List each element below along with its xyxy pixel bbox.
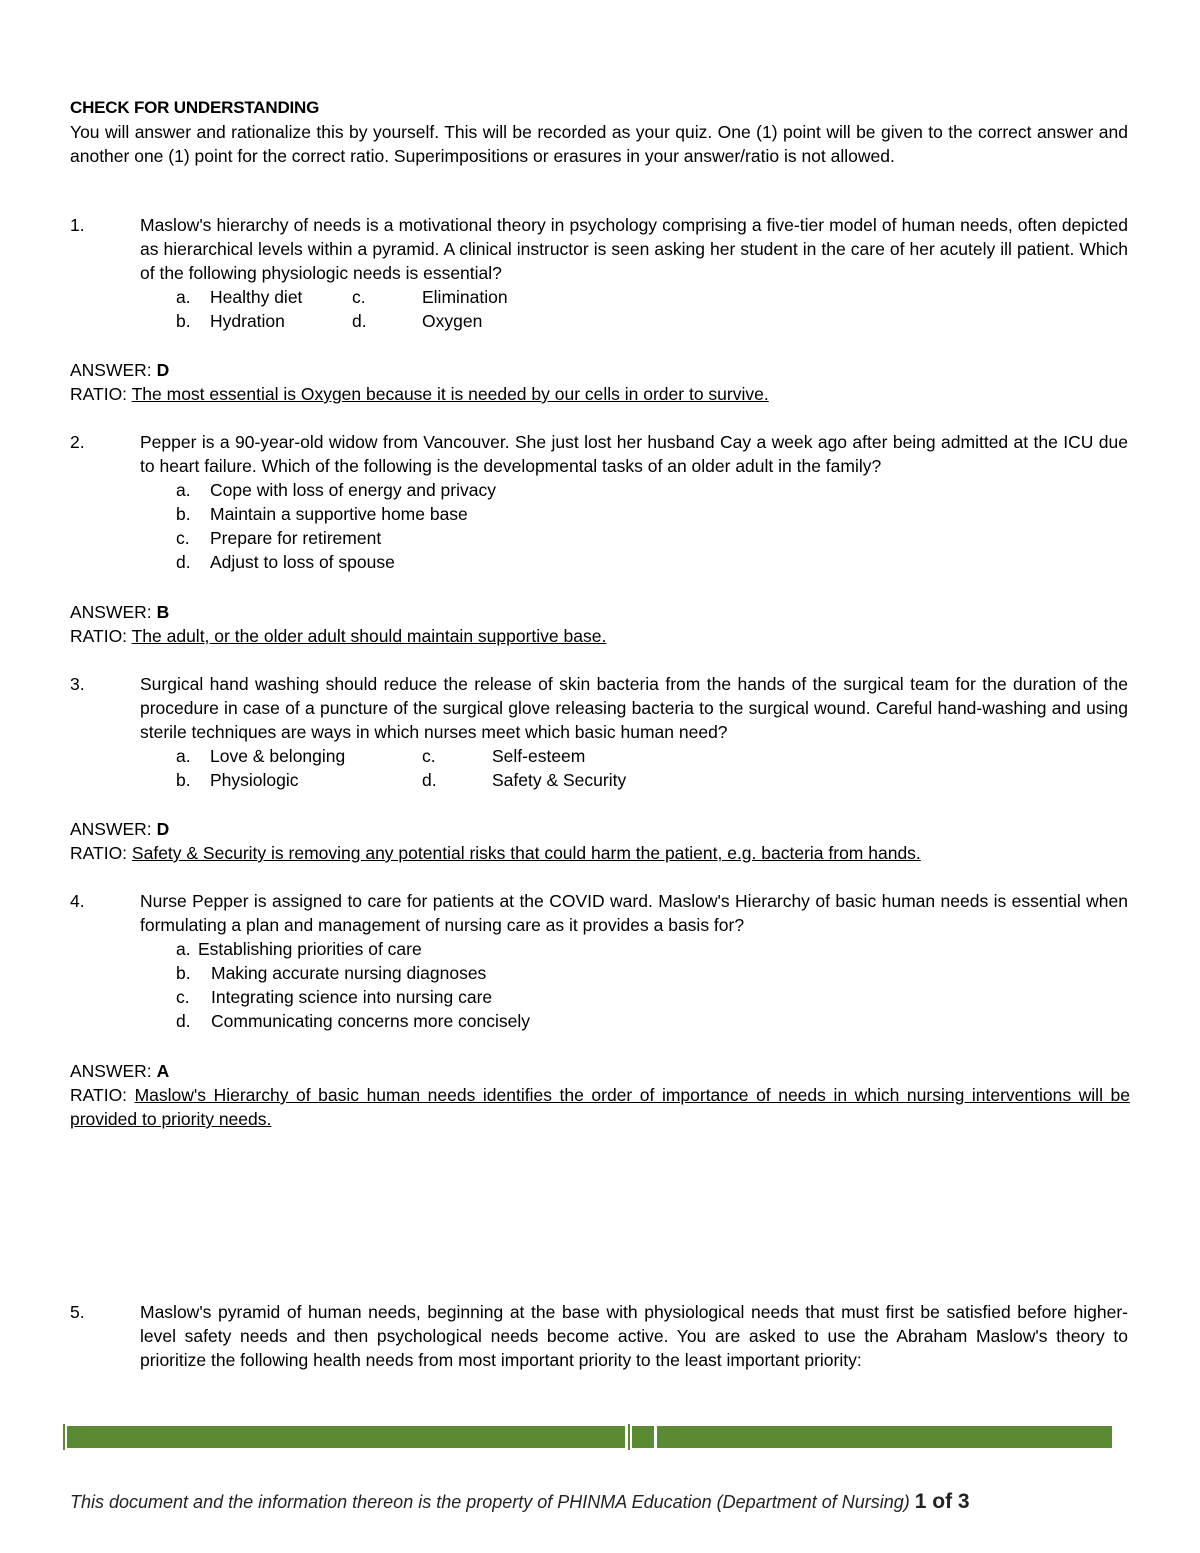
- section-heading: CHECK FOR UNDERSTANDING: [70, 98, 320, 117]
- options-list: [176, 937, 1128, 1033]
- option-text: Adjust to loss of spouse: [210, 552, 395, 572]
- answer-block-3: [70, 817, 1130, 865]
- footer-property-notice: This document and the information thereon is the property of PHINMA Education (Department of Nursing): [70, 1492, 910, 1512]
- intro-instructions: You will answer and rationalize this by yourself. This will be recorded as your quiz. One (1) point will be given to the correct answer and another one (1) point for the correct ratio. Superimpositions or erasures in your answer/ratio is not allowed.: [70, 122, 1128, 166]
- question-number: 1.: [70, 215, 85, 235]
- option-letter: b.: [176, 504, 191, 524]
- option-text: Maintain a supportive home base: [210, 504, 468, 524]
- answer-value: D: [156, 360, 170, 380]
- option-text: Safety & Security: [492, 770, 627, 790]
- option-row: [176, 478, 1128, 502]
- option-text: Establishing priorities of care: [198, 939, 422, 959]
- question-number: 5.: [70, 1302, 85, 1322]
- option-letter: a.: [176, 746, 191, 766]
- answer-value: A: [156, 1061, 170, 1081]
- question-stem: Surgical hand washing should reduce the release of skin bacteria from the hands of the surgical team for the duration of the procedure in case of a puncture of the surgical glove releasing bacteria to the surgical wound. Careful hand-washing and using sterile techniques are ways in which nurses meet which basic human need?: [140, 674, 1128, 742]
- answer-label: ANSWER:: [70, 360, 152, 380]
- ratio-text: The adult, or the older adult should maintain supportive base.: [131, 626, 607, 646]
- options-list: [176, 285, 1128, 333]
- question-number: 2.: [70, 432, 85, 452]
- answer-label: ANSWER:: [70, 602, 152, 622]
- ratio-line: [70, 1083, 1130, 1131]
- ratio-line: [70, 624, 1130, 648]
- question-number: 3.: [70, 674, 85, 694]
- question-4: [70, 889, 1128, 1033]
- option-letter: a.: [176, 287, 191, 307]
- question-stem: Maslow's pyramid of human needs, beginning at the base with physiological needs that must first be satisfied before higher-level safety needs and then psychological needs become active. You are asked to use the Abraham Maslow's theory to prioritize the following health needs from most important priority to the least important priority:: [140, 1302, 1128, 1370]
- option-letter: c.: [352, 287, 366, 307]
- option-row: [176, 937, 1128, 961]
- answer-line: [70, 817, 1130, 841]
- option-row: [176, 985, 1128, 1009]
- ratio-label: RATIO:: [70, 626, 128, 646]
- answer-label: ANSWER:: [70, 819, 152, 839]
- answer-value: D: [156, 819, 170, 839]
- option-letter: a.: [176, 480, 191, 500]
- option-letter: a.: [176, 939, 191, 959]
- ratio-text: The most essential is Oxygen because it is needed by our cells in order to survive.: [131, 384, 769, 404]
- option-letter: d.: [176, 1011, 191, 1031]
- option-row: [176, 285, 1128, 309]
- question-number: 4.: [70, 891, 85, 911]
- option-letter: b.: [176, 963, 191, 983]
- ratio-text: Safety & Security is removing any potential risks that could harm the patient, e.g. bacteria from hands.: [131, 843, 921, 863]
- option-text: Communicating concerns more concisely: [211, 1011, 531, 1031]
- answer-block-4: [70, 1059, 1130, 1131]
- options-list: [176, 478, 1128, 574]
- question-5: [70, 1300, 1128, 1372]
- option-row: [176, 550, 1128, 574]
- question-1: [70, 213, 1128, 333]
- option-row: [176, 526, 1128, 550]
- question-stem: Maslow's hierarchy of needs is a motivational theory in psychology comprising a five-tier model of human needs, often depicted as hierarchical levels within a pyramid. A clinical instructor is seen asking her student in the care of her acutely ill patient. Which of the following physiologic needs is essential?: [140, 215, 1128, 283]
- footer-bar-middle: [632, 1426, 654, 1448]
- option-text: Prepare for retirement: [210, 528, 382, 548]
- option-row: [176, 768, 1128, 792]
- answer-value: B: [156, 602, 170, 622]
- option-letter: b.: [176, 770, 191, 790]
- option-text: Making accurate nursing diagnoses: [211, 963, 487, 983]
- question-3: [70, 672, 1128, 792]
- ratio-line: [70, 841, 1130, 865]
- option-text: Hydration: [210, 311, 285, 331]
- option-letter: d.: [176, 552, 191, 572]
- option-letter: c.: [176, 987, 190, 1007]
- page-number: 1 of 3: [914, 1490, 970, 1513]
- footer-bar-tick: [628, 1424, 630, 1450]
- answer-block-1: [70, 358, 1130, 406]
- option-letter: d.: [352, 311, 367, 331]
- answer-line: [70, 600, 1130, 624]
- option-text: Integrating science into nursing care: [211, 987, 493, 1007]
- ratio-text: Maslow's Hierarchy of basic human needs identifies the order of importance of needs in which nursing interventions will be provided to priority needs.: [70, 1085, 1130, 1129]
- footer-bar-left: [67, 1426, 625, 1448]
- option-row: [176, 961, 1128, 985]
- option-text: Love & belonging: [210, 746, 346, 766]
- answer-block-2: [70, 600, 1130, 648]
- ratio-label: RATIO:: [70, 384, 128, 404]
- answer-line: [70, 358, 1130, 382]
- footer: [70, 1490, 970, 1514]
- option-text: Self-esteem: [492, 746, 586, 766]
- question-stem: Pepper is a 90-year-old widow from Vancouver. She just lost her husband Cay a week ago after being admitted at the ICU due to heart failure. Which of the following is the developmental tasks of an older adult in the family?: [140, 432, 1128, 476]
- footer-bar-right: [657, 1426, 1112, 1448]
- option-letter: c.: [176, 528, 190, 548]
- option-row: [176, 1009, 1128, 1033]
- answer-label: ANSWER:: [70, 1061, 152, 1081]
- question-stem: Nurse Pepper is assigned to care for patients at the COVID ward. Maslow's Hierarchy of basic human needs is essential when formulating a plan and management of nursing care as it provides a basis for?: [140, 891, 1128, 935]
- option-row: [176, 744, 1128, 768]
- options-list: [176, 744, 1128, 792]
- option-row: [176, 502, 1128, 526]
- answer-line: [70, 1059, 1130, 1083]
- option-text: Elimination: [422, 287, 508, 307]
- option-text: Oxygen: [422, 311, 483, 331]
- ratio-label: RATIO:: [70, 843, 128, 863]
- ratio-label: RATIO:: [70, 1085, 128, 1105]
- question-2: [70, 430, 1128, 574]
- option-row: [176, 309, 1128, 333]
- option-text: Cope with loss of energy and privacy: [210, 480, 496, 500]
- option-letter: c.: [422, 746, 436, 766]
- footer-bar-tick: [63, 1424, 65, 1450]
- option-letter: b.: [176, 311, 191, 331]
- option-text: Physiologic: [210, 770, 299, 790]
- ratio-line: [70, 382, 1130, 406]
- option-text: Healthy diet: [210, 287, 303, 307]
- option-letter: d.: [422, 770, 437, 790]
